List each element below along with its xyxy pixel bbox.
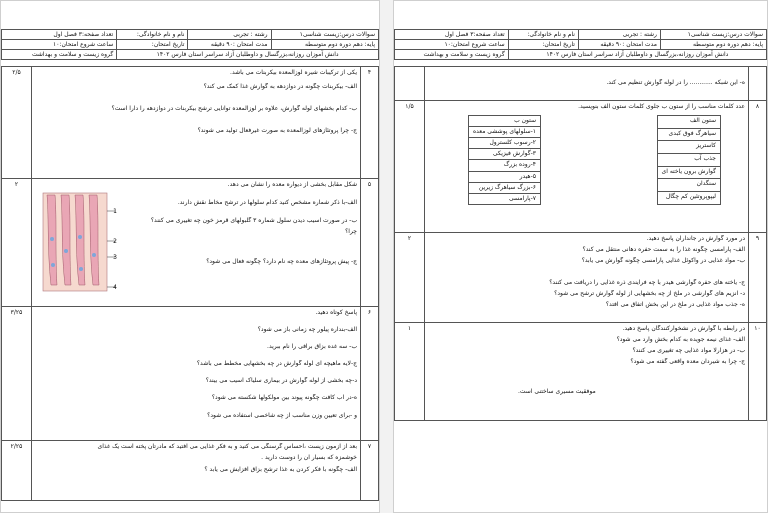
question-text: خوشمزه که بسیار آن را دوست دارید .: [261, 454, 357, 462]
header-start-time: ساعت شروع امتحان:۱۰: [2, 40, 117, 50]
question-text: ج- چرا پروتئازهای لوزالمعده به صورت غیرفعال تولید می شوند؟: [197, 127, 357, 135]
question-text: د-چه بخشی از لوله گوارش در بیماری سلیاک آسیب می بیند؟: [205, 377, 357, 385]
header-student-name: نام و نام خانوادگی:: [117, 30, 188, 40]
column-b-table: [468, 115, 541, 205]
column-a-item: لیپوپروتئین کم چگال: [657, 192, 720, 205]
column-b-header: ستون ب: [469, 116, 541, 127]
question-number: ۵: [361, 179, 379, 307]
question-text: چرا؟: [345, 228, 357, 236]
question-text: یکی از ترکیبات شیره لوزالمعده بیکربنات می باشد.: [230, 69, 357, 76]
question-text: ب- سه غده بزاق برافی را نام ببرید.: [267, 343, 357, 351]
column-a-item: کاستریز: [657, 141, 720, 154]
column-a-item: سیاهرگ فوق کبدی: [657, 128, 720, 141]
header-audience: دانش آموزان روزانه،بزرگسال و داوطلبان آزاد سراسر استان فارس ۱۴۰۲: [508, 50, 766, 60]
question-text: ب- کدام بخشهای لوله گوارش، علاوه بر لوزالمعده توانایی ترشح بیکربنات در دوازدهه را دارا است؟: [111, 105, 357, 113]
figure-label: 1: [113, 208, 117, 215]
question-text: الف- غذای نیمه جویده به کدام بخش وارد می شود؟: [616, 336, 745, 344]
question-body: [425, 323, 749, 421]
question-text: عدد کلمات مناسب را از ستون ب جلوی کلمات ستون الف بنویسید.: [578, 103, 745, 110]
stomach-wall-illustration: [39, 189, 125, 295]
column-b-item: ۶-بزرگ سیاهرگ زیرین: [469, 182, 541, 193]
question-number: ۹: [749, 233, 767, 323]
header-page-count: تعداد صفحه:۳ فصل اول: [395, 30, 509, 40]
header-start-time: ساعت شروع امتحان:۱۰: [395, 40, 509, 50]
question-text: ه-در آب کافت چگونه پیوند بین مولکولها شکسته می شود؟: [211, 394, 357, 402]
question-score: ۲/۲۵: [2, 441, 32, 501]
questions-table: [394, 66, 767, 421]
exam-page-right: [393, 0, 768, 513]
question-row: [395, 323, 767, 421]
question-body: [32, 67, 361, 179]
header-exam-date: تاریخ امتحان:: [117, 40, 188, 50]
question-score: ۳/۲۵: [2, 307, 32, 441]
exam-header: [1, 29, 379, 60]
figure-label: 2: [113, 238, 117, 245]
question-number: ۴: [361, 67, 379, 179]
question-score: ۱: [395, 323, 425, 421]
header-exam-date: تاریخ امتحان:: [508, 40, 578, 50]
header-course: سوالات درس:زیست شناسی۱: [271, 30, 378, 40]
question-text: ج- پیش پروتئازهای معده چه نام دارد؟ چگونه فعال می شود؟: [206, 258, 357, 266]
question-text: ج-لایه ماهیچه ای لوله گوارش در چه بخشهایی مخطط می باشد؟: [196, 360, 357, 368]
column-a-item: جذب آب: [657, 154, 720, 167]
question-text: ب- مواد غذایی در واکوئل غذایی پارامسی چگونه گوارش می یابد؟: [581, 257, 745, 265]
question-number: ۱۰: [749, 323, 767, 421]
question-row: [395, 67, 767, 101]
header-duration: مدت امتحان :۹۰ دقیقه: [578, 40, 660, 50]
header-grade: پایه: دهم دوره دوم متوسطه: [271, 40, 378, 50]
question-text: الف-بنداره پیلور چه زمانی باز می شود؟: [257, 326, 357, 334]
question-row: [2, 441, 379, 501]
stomach-wall-figure: [39, 189, 125, 295]
question-text: ج- یاخته های حفره گوارشی هیدر با چه فرآیندی ذره غذایی را دریافت می کنند؟: [549, 279, 745, 287]
question-score: ۱/۵: [395, 101, 425, 233]
question-text: ه- این شبکه ............ را در لوله گوارش تنظیم می کند.: [606, 79, 745, 86]
column-b-item: ۵-هیدر: [469, 171, 541, 182]
question-text: الف-با ذکر شماره مشخص کنید کدام سلولها در ترشح مخاط نقش دارند.: [177, 199, 357, 207]
header-duration: مدت امتحان :۹۰ دقیقه: [188, 40, 271, 50]
column-b-item: ۴-روده بزرگ: [469, 160, 541, 171]
question-text: بعد از آزمون زیست ،احساس گرسنگی می کنید و به فکر غذایی می افتید که مادرتان پخته است یک غذای: [97, 443, 357, 450]
question-number: ۸: [749, 101, 767, 233]
matching-columns: [468, 115, 721, 205]
question-text: ه- جذب مواد غذایی در ملخ در این بخش اتفاق می افتد؟: [605, 301, 745, 309]
header-audience: دانش آموزان روزانه،بزرگسال و داوطلبان آزاد سراسر استان فارس ۱۴۰۲: [117, 50, 379, 60]
closing-note: موفقیت مسیری ساختنی است.: [518, 388, 596, 396]
column-a-item: سنگدان: [657, 179, 720, 192]
column-b-item: ۷-پارامسی: [469, 193, 541, 204]
question-text: د- آنزیم های گوارشی در ملخ از چه بخشهایی از لوله گوارش ترشح می شود؟: [554, 290, 745, 298]
question-score: ۲/۵: [2, 67, 32, 179]
question-body: [425, 67, 749, 101]
header-major: رشته : تجربی: [188, 30, 271, 40]
header-course: سوالات درس:زیست شناسی۱: [660, 30, 766, 40]
question-text: در مورد گوارش در جانداران پاسخ دهید.: [646, 235, 745, 242]
header-department: گروه زیست و سلامت و بهداشت: [2, 50, 117, 60]
question-row: [395, 233, 767, 323]
question-text: و -برای تعیین وزن مناسب از چه شاخصی استفاده می شود؟: [207, 411, 357, 419]
question-body: [425, 101, 749, 233]
question-text: ب- در هزارلا مواد غذایی چه تغییری می کنند؟: [632, 347, 745, 355]
question-text: در رابطه با گوارش در نشخوارکنندگان پاسخ دهید.: [622, 325, 745, 332]
header-grade: پایه: دهم دوره دوم متوسطه: [660, 40, 766, 50]
question-score: ۲: [395, 233, 425, 323]
question-number: ۷: [361, 441, 379, 501]
question-text: ج- چرا به شیردان معده واقعی گفته می شود؟: [630, 358, 745, 366]
header-student-name: نام و نام خانوادگی:: [508, 30, 578, 40]
question-body: [425, 233, 749, 323]
question-score: ۲: [2, 179, 32, 307]
figure-label: 4: [113, 284, 117, 291]
exam-page-left: [0, 0, 380, 513]
column-a-table: [657, 115, 721, 205]
column-b-item: ۱-سلولهای پوششی معده: [469, 127, 541, 138]
column-b-item: ۳-گوارش فیزیکی: [469, 149, 541, 160]
header-major: رشته : تجربی: [578, 30, 660, 40]
exam-header: [394, 29, 767, 60]
header-department: گروه زیست و سلامت و بهداشت: [395, 50, 509, 60]
question-text: الف- بیکربنات چگونه در دوازدهه به گوارش غذا کمک می کند؟: [203, 83, 357, 91]
question-row: [395, 101, 767, 233]
column-b-item: ۲-رسوب کلسترول: [469, 138, 541, 149]
question-body: [32, 441, 361, 501]
question-text: شکل مقابل بخشی از دیواره معده را نشان می دهد.: [227, 181, 357, 188]
figure-label: 3: [113, 254, 117, 261]
question-number: ۶: [361, 307, 379, 441]
question-body: [32, 307, 361, 441]
question-text: ب- در صورت آسیب دیدن سلول شماره ۳ گلبولهای قرمز خون چه تغییری می کنند؟: [150, 217, 357, 225]
column-a-header: ستون الف: [657, 116, 720, 129]
question-text: الف- پارامسی چگونه غذا را به سمت حفره دهانی منتقل می کند؟: [582, 246, 745, 254]
question-row: [2, 307, 379, 441]
question-row: [2, 67, 379, 179]
question-text: الف- چگونه با فکر کردن به غذا ترشح بزاق افزایش می یابد ؟: [204, 466, 357, 474]
column-a-item: گوارش برون یاخته ای: [657, 166, 720, 179]
question-text: پاسخ کوتاه دهید.: [315, 309, 357, 316]
header-page-count: تعداد صفحه:۳ فصل اول: [2, 30, 117, 40]
